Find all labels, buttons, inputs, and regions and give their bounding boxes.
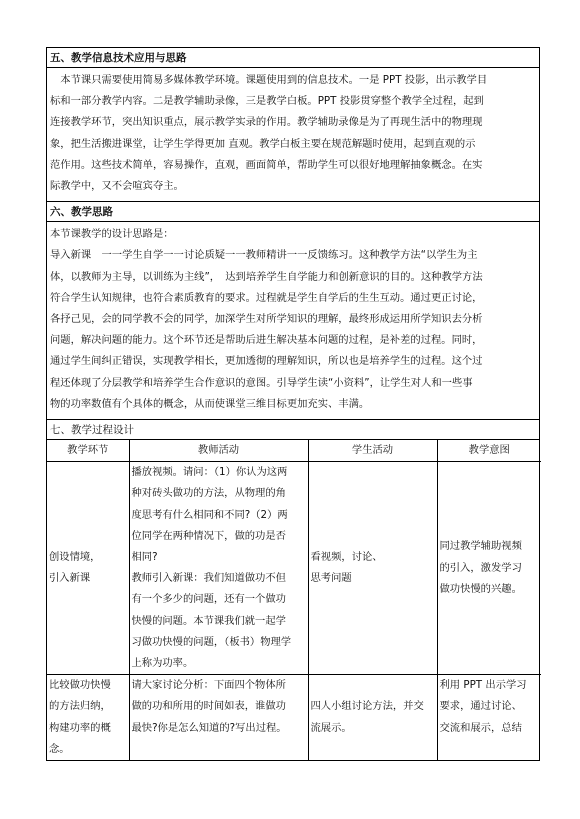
cell-line: 教师引入新课：我们知道做功不但 — [131, 572, 286, 585]
text-line: 体，以教师为主导，以训练为主线”， 达到培养学生自学能力和创新意识的目的。这种教学方法 — [50, 270, 483, 283]
column-header-student: 学生活动 — [308, 440, 437, 462]
section-6-title: 六、教学思路 — [47, 202, 539, 222]
column-header-teacher: 教师活动 — [129, 440, 308, 462]
cell-line: 的引入，激发学习 — [439, 561, 522, 574]
process-table — [47, 440, 541, 760]
text-line: 连接教学环节，突出知识重点，展示教学实录的作用。教学辅助录像是为了再现生活中的物理现 — [50, 116, 483, 129]
section-5-body — [47, 68, 539, 202]
section-7-title: 七、教学过程设计 — [47, 420, 539, 440]
text-line: 象，把生活搬进课堂，让学生学得更加 直观。教学白板主要在规范解题时使用，起到直观的示 — [50, 137, 476, 150]
text-line: 问题，解决问题的能力。这个环节还是帮助后进生解决基本问题的过程，是补差的过程。同时， — [50, 334, 483, 347]
cell-line: 同过教学辅助视频 — [439, 540, 522, 553]
table-row — [47, 462, 541, 675]
cell-line: 请大家讨论分析：下面四个物体所 — [131, 679, 286, 692]
cell-line: 最快?你是怎么知道的?写出过程。 — [131, 721, 287, 734]
table-row — [47, 675, 541, 760]
cell-line: 上称为功率。 — [131, 657, 194, 670]
cell-line: 的方法归纳， — [49, 700, 111, 713]
intent-cell — [437, 675, 541, 760]
stage-cell — [47, 675, 129, 760]
cell-line: 播放视频。请问：（1）你认为这两 — [131, 466, 288, 479]
cell-line: 利用 PPT 出示学习 — [439, 679, 527, 692]
cell-line: 种对砖头做功的方法，从物理的角 — [131, 487, 286, 500]
teacher-activity-cell — [129, 462, 308, 675]
document-page — [46, 47, 540, 761]
cell-line: 看视频，讨论、 — [310, 551, 383, 564]
student-activity-cell — [308, 675, 437, 760]
cell-line: 度思考有什么相同和不同?（2）两 — [131, 508, 288, 521]
cell-line: 做的功和所用的时间如表，谁做功 — [131, 700, 286, 713]
text-line: 范作用。这些技术简单，容易操作，直观，画面简单，帮助学生可以很好地理解抽象概念。在实 — [50, 158, 483, 171]
cell-line: 做功快慢的兴趣。 — [439, 582, 522, 595]
section-5-title: 五、教学信息技术应用与思路 — [47, 48, 539, 68]
text-line: 导入新课 一一学生自学一一讨论质疑一一教师精讲一一反馈练习。这种教学方法“以学生为主 — [50, 249, 478, 262]
text-line: 程还体现了分层教学和培养学生合作意识的意图。引导学生读“小资料”，让学生对人和一些事 — [50, 376, 473, 389]
cell-line: 创设情境， — [49, 551, 101, 564]
cell-line: 引入新课 — [49, 572, 91, 585]
cell-line: 思考问题 — [310, 572, 352, 585]
text-line: 物的功率数值有个具体的概念，从而使课堂三维目标更加充实、丰满。 — [50, 397, 370, 410]
column-header-intent: 教学意图 — [437, 440, 541, 462]
intent-cell — [437, 462, 541, 675]
table-header-row — [47, 440, 541, 462]
text-line: 各抒己见，会的同学教不会的同学，加深学生对所学知识的理解，最终形成运用所学知识去分析 — [50, 313, 483, 326]
cell-line: 构建功率的概 — [49, 721, 111, 734]
cell-line: 交流和展示，总结 — [439, 721, 522, 734]
text-line: 通过学生间纠正错误，实现教学相长，更加透彻的理解知识，所以也是培养学生的过程。这个过 — [50, 355, 483, 368]
cell-line: 念。 — [49, 742, 70, 755]
stage-cell — [47, 462, 129, 675]
section-6-body — [47, 222, 539, 420]
text-line: 本节课教学的设计思路是： — [50, 228, 174, 241]
student-activity-cell — [308, 462, 437, 675]
cell-line: 要求，通过讨论、 — [439, 700, 522, 713]
text-line: 标和一部分教学内容。二是教学辅助录像，三是教学白板。PPT 投影贯穿整个教学全过程，起到 — [50, 95, 484, 108]
cell-line: 相同? — [131, 551, 158, 564]
cell-line: 快慢的问题。本节课我们就一起学 — [131, 614, 286, 627]
cell-line: 流展示。 — [310, 721, 352, 734]
teacher-activity-cell — [129, 675, 308, 760]
cell-line: 四人小组讨论方法，并交 — [310, 700, 424, 713]
cell-line: 比较做功快慢 — [49, 679, 111, 692]
column-header-stage: 教学环节 — [47, 440, 129, 462]
text-line: 符合学生认知规律，也符合素质教育的要求。过程就是学生自学后的生生互动。通过更正讨论， — [50, 291, 483, 304]
text-line: 际教学中，又不会喧宾夺主。 — [50, 180, 184, 193]
cell-line: 习做功快慢的问题，（板书）物理学 — [131, 635, 292, 648]
cell-line: 有一个多少的问题，还有一个做功 — [131, 593, 286, 606]
cell-line: 位同学在两种情况下，做的功是否 — [131, 529, 286, 542]
text-line: 本节课只需要使用简易多媒体教学环境。课题使用到的信息技术。一是 PPT 投影，出示教学目 — [50, 74, 488, 86]
